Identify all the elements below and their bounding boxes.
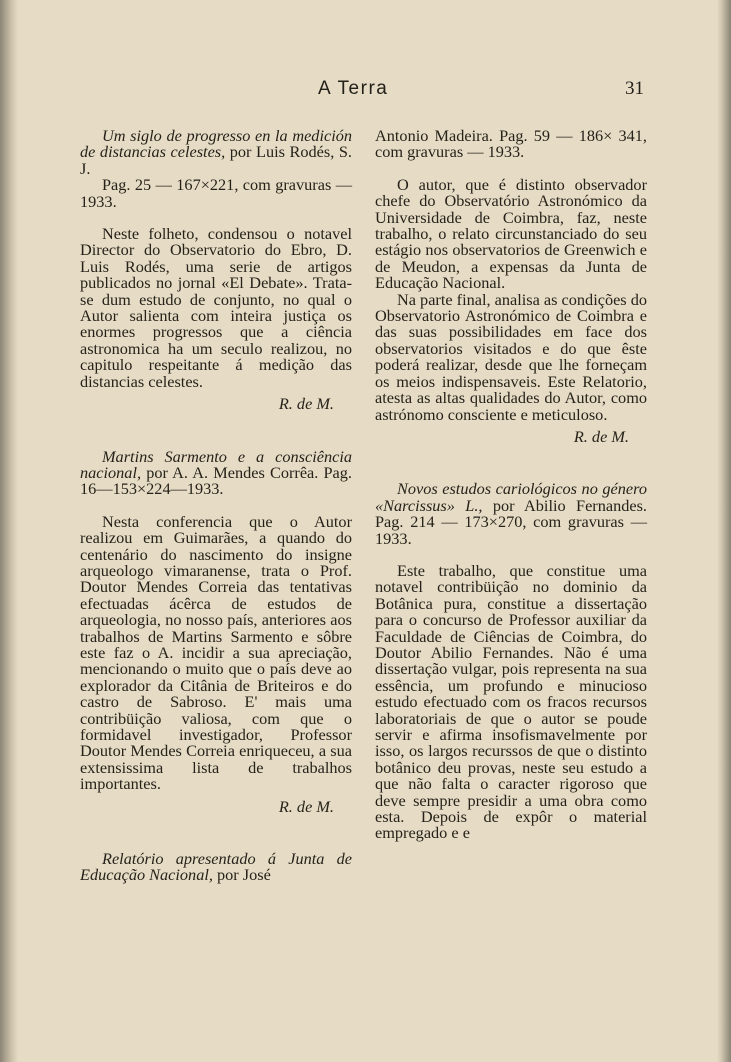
review-body: Na parte final, analisa as condições do Observatorio Astronómico de Coimbra e das suas possibilidades em face dos observatorios visitados e do que êste poderá realizar, desde que lhe forneçam os meios indispensaveis. Este Relatorio, atesta as altas qualidades do Autor, como astrónomo consciente e meticuloso. [375,289,647,424]
right-column [375,128,647,842]
review-signature: R. de M. [573,426,629,446]
review-citation [80,128,352,177]
review-body: Este trabalho, que constitue uma notavel contribüição no dominio da Botânica pura, constitue a dissertação para o concurso de Professor auxiliar da Faculdade de Ciências de Coimbra, do Doutor Abilio Fernandes. Não é uma dissertação vulgar, pois representa na sua essência, um profundo e minucioso estudo efectuado com os fracos recursos laboratoriais de que o autor se poude servir e afirma insofismavelmente por isso, os largos recurssos de que o distinto botânico deu provas, neste seu estudo a que não falta o caracter rigoroso que deve sempre presidir a uma obra como esta. Depois de expôr o material empregado e e [375,560,647,843]
review-entry-continued [375,128,647,445]
review-signature: R. de M. [278,394,334,414]
review-body: O autor, que é distinto observador chefe do Observatório Astronómico da Universidade de Coimbra, faz, neste trabalho, o relato circunstanciado do seu estágio nos observatorios de Greenwich e de Meudon, a expensas da Junta de Educação Nacional. [375,174,647,293]
review-body: Nesta conferencia que o Autor realizou em Guimarães, a quando do centenário do nascimento do insigne arqueologo vimaranense, trata o Prof. Doutor Mendes Correia das tentativas efectuadas ácêrca de estudos de arqueologia, no nosso país, anteriores aos trabalhos de Martins Sarmento e sôbre este faz o A. incidir a sua apreciação, mencionando o muito que o país deve ao explorador da Citânia de Briteiros e do castro de Sabroso. E' mais uma contribüição valiosa, com que o formidavel investigador, Professor Doutor Mendes Correia enriqueceu, a sua extensissima lista de trabalhos importantes. [80,511,352,794]
citation-author: por Abilio Fernandes. Pag. 214 — 173×270, com gravuras — 1933. [375,495,647,548]
left-column [80,128,352,884]
citation-continued: Antonio Madeira. Pag. 59 — 186× 341, com gravuras — 1933. [375,126,647,162]
review-citation [375,481,647,547]
review-title: Relatório apresentado á Junta de Educação Nacional, [80,849,352,885]
review-title: Um siglo de progresso en la medición de distancias celestes, [80,126,352,162]
journal-title: A Terra [318,78,389,99]
citation-author: por Luis Rodés, S. J. [80,142,352,178]
citation-author: por A. A. Mendes Corrêa. Pag. 16—153×224—1933. [80,462,352,499]
review-entry [80,446,352,816]
review-title: Martins Sarmento e a consciência nacional, [80,446,352,482]
review-title: Novos estudos cariológicos no género «Narcissus» L., [375,479,647,515]
citation-pages: Pag. 25 — 167×221, com gravuras — 1933. [80,175,352,211]
review-citation [80,851,352,884]
review-entry [80,128,352,413]
review-entry [375,481,647,842]
review-signature: R. de M. [278,796,334,816]
review-body: Neste folheto, condensou o notavel Director do Observatorio do Ebro, D. Luis Rodés, uma serie de artigos publicados no jornal «El Debate». Trata-se dum estudo de conjunto, no qual o Autor salienta com inteira justiça os enormes progressos que a ciência astronomica ha um seculo realizou, no capitulo respeitante á medição das distancias celestes. [80,224,352,391]
running-header [0,78,731,102]
review-entry [80,851,352,884]
page-number: 31 [625,78,644,99]
citation-author: por José [212,865,271,885]
review-citation [80,446,352,499]
